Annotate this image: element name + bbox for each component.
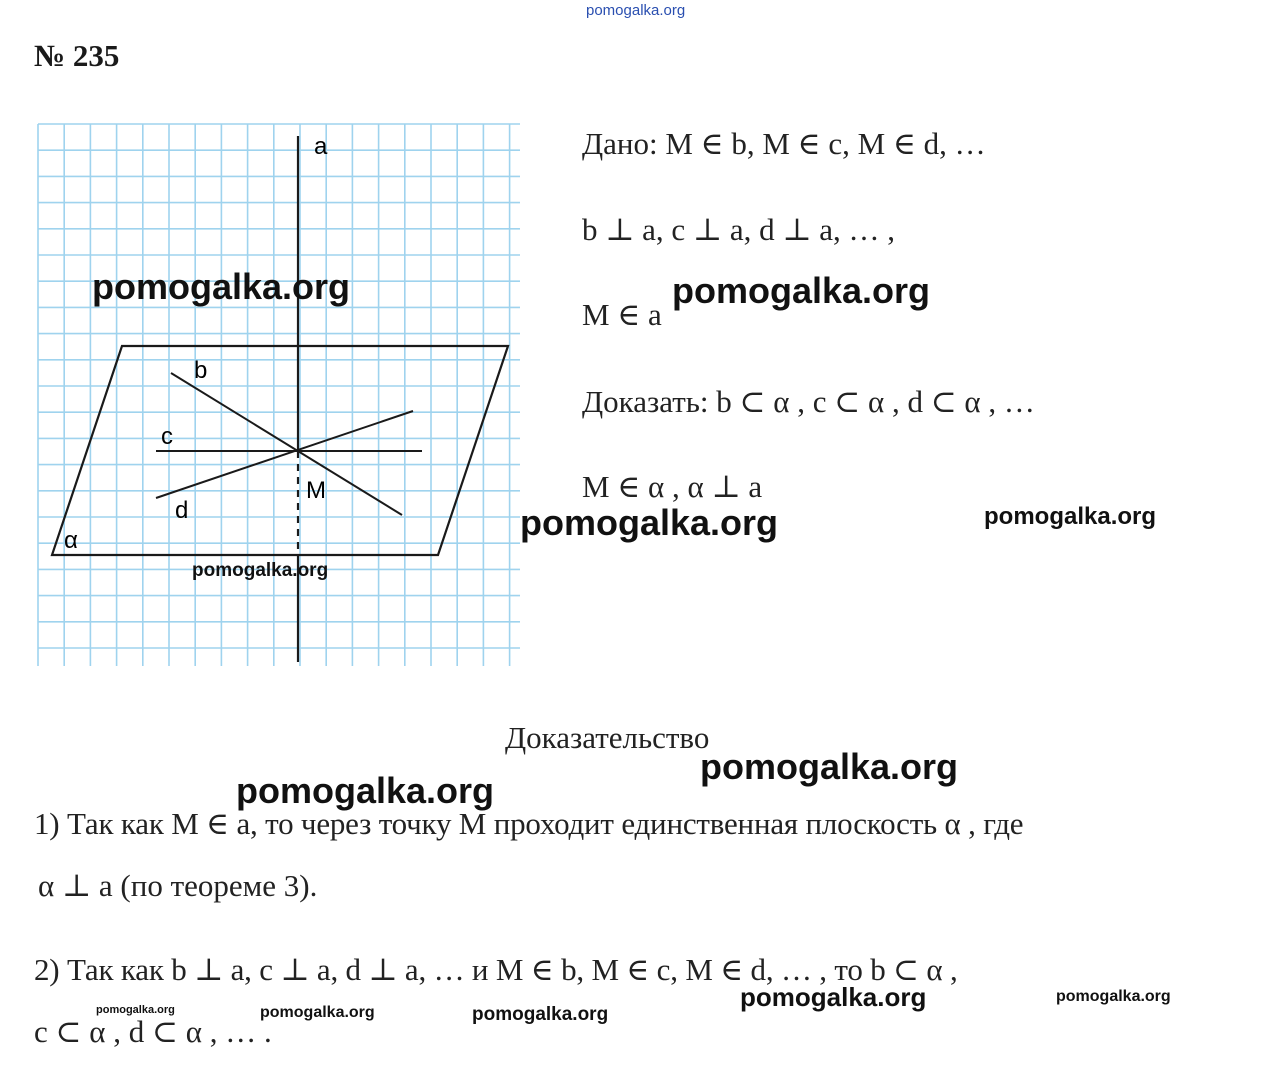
watermark: pomogalka.org <box>672 270 931 311</box>
watermark: pomogalka.org <box>520 502 779 543</box>
label-c: c <box>161 423 173 450</box>
proof-step-1-line-1: 1) Так как M ∈ a, то через точку M проходит единственная плоскость α , где <box>34 806 1024 841</box>
given-line-1: Дано: M ∈ b, M ∈ c, M ∈ d, … <box>582 126 986 161</box>
label-d: d <box>175 497 189 524</box>
proof-step-2-line-2: c ⊂ α , d ⊂ α , … . <box>34 1014 272 1049</box>
line-b <box>171 373 402 515</box>
geometry-figure <box>30 118 530 678</box>
problem-number: № 235 <box>34 38 120 73</box>
grid-lines <box>38 124 520 666</box>
watermark: pomogalka.org <box>92 266 351 307</box>
watermark: pomogalka.org <box>472 1004 609 1025</box>
watermark: pomogalka.org <box>236 770 495 811</box>
watermark: pomogalka.org <box>984 503 1157 530</box>
watermark: pomogalka.org <box>700 746 959 787</box>
watermark: pomogalka.org <box>260 1004 375 1021</box>
watermark: pomogalka.org <box>1056 988 1171 1005</box>
watermark: pomogalka.org <box>740 982 927 1012</box>
proof-heading: Доказательство <box>505 720 710 755</box>
proof-step-1-line-2: α ⊥ a (по теореме 3). <box>38 868 318 903</box>
label-b: b <box>194 357 208 384</box>
watermark: pomogalka.org <box>192 560 329 581</box>
given-line-2: b ⊥ a, c ⊥ a, d ⊥ a, … , <box>582 212 895 247</box>
label-alpha: α <box>64 527 78 554</box>
given-line-3: M ∈ a <box>582 297 662 332</box>
label-m: M <box>306 477 326 504</box>
site-link[interactable]: pomogalka.org <box>586 2 686 19</box>
proof-step-2-line-1: 2) Так как b ⊥ a, c ⊥ a, d ⊥ a, … и M ∈ b, M ∈ c, M ∈ d, … , то b ⊂ α , <box>34 952 958 987</box>
watermark: pomogalka.org <box>96 1004 175 1016</box>
prove-line-2: M ∈ α , α ⊥ a <box>582 469 763 504</box>
prove-line: Доказать: b ⊂ α , c ⊂ α , d ⊂ α , … <box>582 384 1035 419</box>
label-a: a <box>314 133 328 160</box>
figure-svg <box>30 118 530 678</box>
